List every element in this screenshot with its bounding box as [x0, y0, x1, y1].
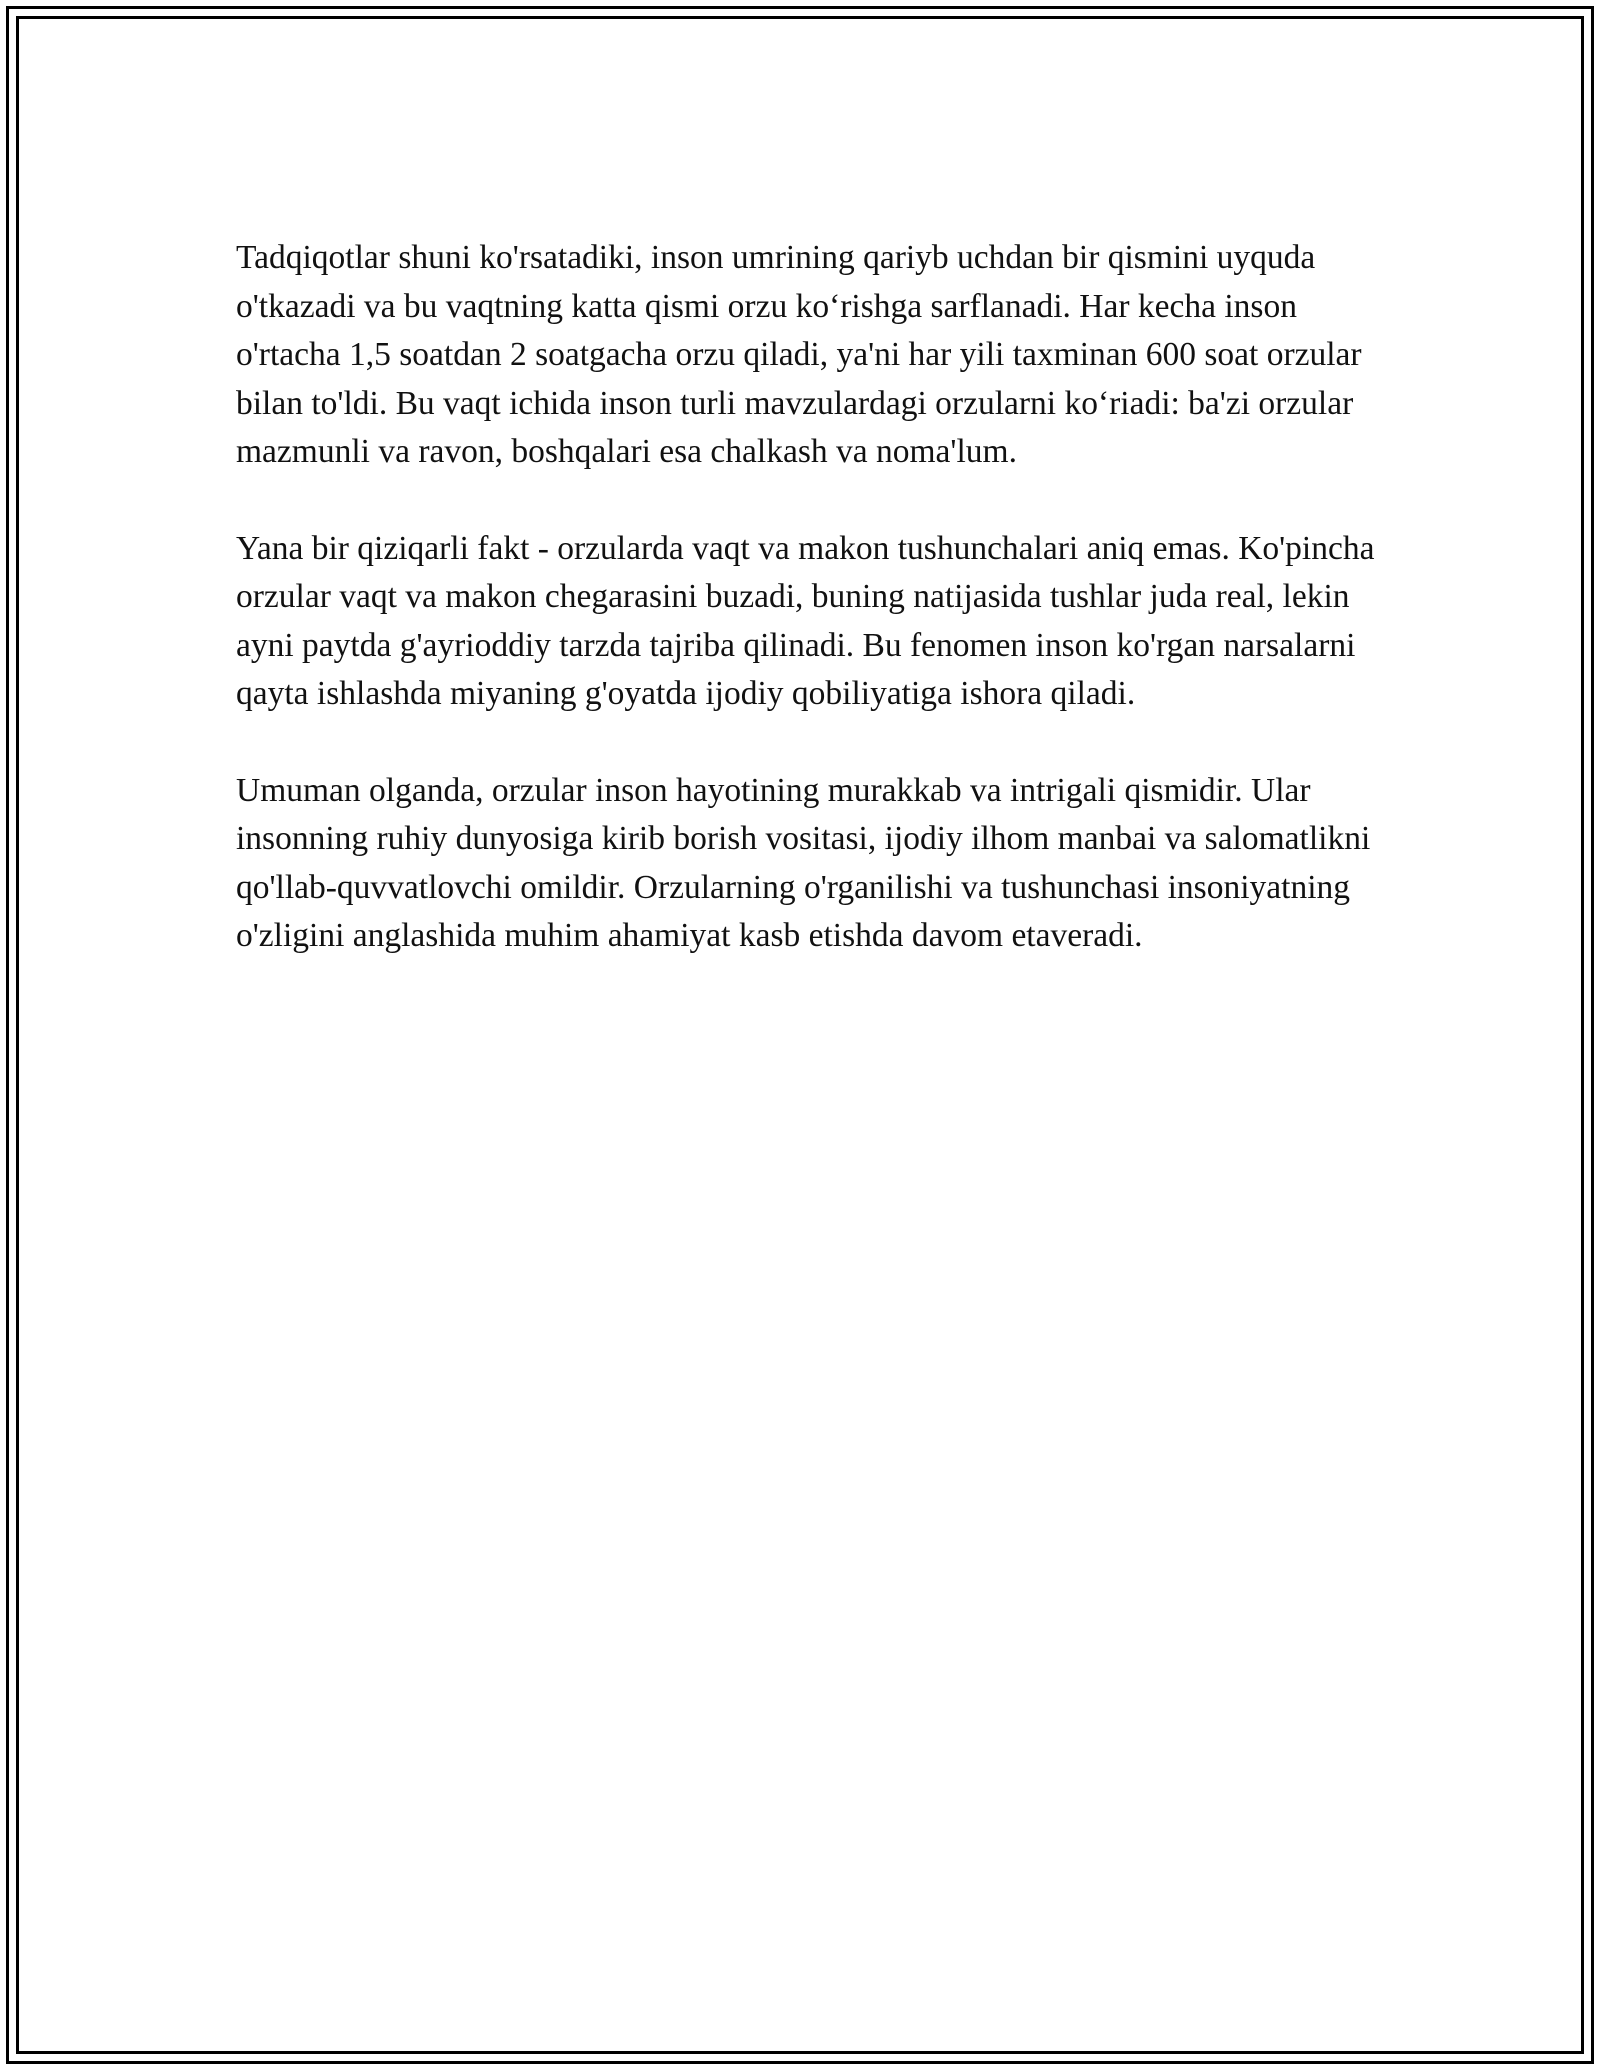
document-body: [236, 234, 1376, 1009]
paragraph-3: Umuman olganda, orzular inson hayotining murakkab va intrigali qismidir. Ular insonning ruhiy dunyosiga kirib borish vositasi, ijodiy ilhom manbai va salomatlikni qo'llab-quvvatlovchi omildir. Orzularning o'rganilishi va tushunchasi insoniyatning o'zligini anglashida muhim ahamiyat kasb etishda davom etaveradi.: [236, 771, 1371, 954]
paragraph-1: Tadqiqotlar shuni ko'rsatadiki, inson umrining qariyb uchdan bir qismini uyquda o'tkazadi va bu vaqtning katta qismi orzu ko‘rishga sarflanadi. Har kecha inson o'rtacha 1,5 soatdan 2 soatgacha orzu qiladi, ya'ni har yili taxminan 600 soat orzular bilan to'ldi. Bu vaqt ichida inson turli mavzulardagi orzularni ko‘riadi: ba'zi orzular mazmunli va ravon, boshqalari esa chalkash va noma'lum.: [236, 239, 1362, 470]
paragraph-2: Yana bir qiziqarli fakt - orzularda vaqt va makon tushunchalari aniq emas. Ko'pincha orzular vaqt va makon chegarasini buzadi, buning natijasida tushlar juda real, lekin ayni paytda g'ayrioddiy tarzda tajriba qilinadi. Bu fenomen inson ko'rgan narsalarni qayta ishlashda miyaning g'oyatda ijodiy qobiliyatiga ishora qiladi.: [236, 529, 1375, 712]
